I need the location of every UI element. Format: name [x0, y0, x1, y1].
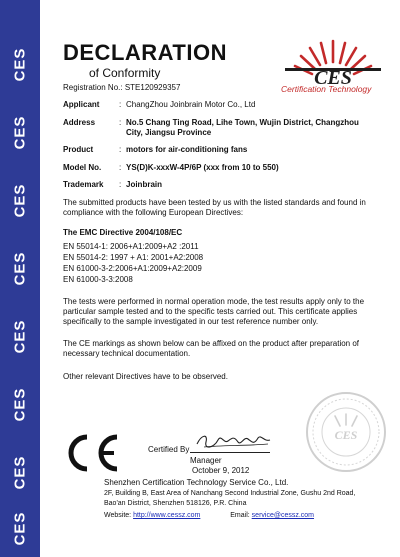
- standard-item: EN 55014-2: 1997 + A1: 2001+A2:2008: [63, 253, 204, 262]
- issuer-contact: [104, 512, 314, 519]
- logo-caption: Certification Technology: [281, 84, 372, 94]
- field-value: motors for air-conditioning fans: [126, 145, 248, 154]
- band-ces-label: CES: [11, 115, 29, 149]
- band-ces-label: CES: [11, 47, 29, 81]
- logo-mark-text: CES: [314, 67, 352, 89]
- left-brand-band: [0, 0, 40, 557]
- website-link[interactable]: http://www.cessz.com: [133, 512, 201, 519]
- standard-item: EN 61000-3-3:2008: [63, 275, 133, 284]
- intro-paragraph: The submitted products have been tested by us with the listed standards and found in compliance with the following European Directives:: [63, 198, 366, 217]
- field-label: Applicant: [63, 100, 100, 109]
- signature-line: [190, 452, 270, 453]
- ce-mark: [62, 432, 122, 474]
- tests-paragraph: The tests were performed in normal operation mode, the test results apply only to the particular sample tested and to the specific tests carried out. This certificate applies specifically to the sample investigated in our test reference number only.: [63, 297, 365, 326]
- signatory-role: Manager: [190, 456, 222, 465]
- issuer-company: Shenzhen Certification Technology Service Co., Ltd.: [104, 478, 289, 487]
- seal-mark-text: CES: [334, 428, 358, 442]
- field-value: Joinbrain: [126, 180, 163, 189]
- document-subtitle: of Conformity: [89, 66, 161, 80]
- ce-marking-paragraph: The CE markings as shown below can be affixed on the product after preparation of necessary technical documentation.: [63, 339, 360, 358]
- field-label: Product: [63, 145, 94, 154]
- field-label: Model No.: [63, 163, 102, 172]
- field-applicant: Applicant : ChangZhou Joinbrain Motor Co., Ltd: [63, 100, 383, 112]
- field-trademark: Trademark : Joinbrain: [63, 180, 383, 192]
- certified-by-label: Certified By: [148, 445, 190, 454]
- website-label: Website:: [104, 512, 132, 519]
- issuer-address-line1: 2F, Building B, East Area of Nanchang Second Industrial Zone, Gushu 2nd Road,: [104, 490, 356, 497]
- field-value: ChangZhou Joinbrain Motor Co., Ltd: [126, 100, 256, 109]
- registration-label: Registration No.:: [63, 83, 123, 92]
- band-ces-label: CES: [11, 387, 29, 421]
- issuer-address-line2: Bao'an District, Shenzhen 518126, P.R. China: [104, 500, 247, 507]
- field-label: Trademark: [63, 180, 104, 189]
- band-ces-label: CES: [11, 455, 29, 489]
- email-label: Email:: [230, 512, 250, 519]
- email-link[interactable]: service@cessz.com: [251, 512, 315, 519]
- field-value: No.5 Chang Ting Road, Lihe Town, Wujin District, Changzhou City, Jiangsu Province: [126, 118, 359, 137]
- issue-date: October 9, 2012: [192, 466, 250, 475]
- field-value: YS(D)K-xxxW-4P/6P (xxx from 10 to 550): [126, 163, 279, 172]
- ces-seal-stamp: [305, 391, 387, 473]
- registration-value: STE120929357: [124, 83, 181, 92]
- handwritten-signature: [194, 430, 274, 452]
- band-ces-label: CES: [11, 511, 29, 545]
- standard-item: EN 61000-3-2:2006+A1:2009+A2:2009: [63, 264, 202, 273]
- field-product: Product : motors for air-conditioning fans: [63, 145, 383, 157]
- standard-item: EN 55014-1: 2006+A1:2009+A2 :2011: [63, 242, 199, 251]
- field-model-no: Model No. : YS(D)K-xxxW-4P/6P (xxx from 10 to 550): [63, 163, 383, 175]
- document-title: DECLARATION: [63, 40, 227, 65]
- band-ces-label: CES: [11, 251, 29, 285]
- directive-heading: The EMC Directive 2004/108/EC: [63, 228, 183, 237]
- band-ces-label: CES: [11, 183, 29, 217]
- field-address: Address : No.5 Chang Ting Road, Lihe Town, Wujin District, Changzhou City, Jiangsu Province: [63, 118, 383, 142]
- registration-number: [63, 83, 180, 92]
- band-ces-label: CES: [11, 319, 29, 353]
- field-label: Address: [63, 118, 96, 127]
- other-directives-paragraph: Other relevant Directives have to be observed.: [63, 372, 228, 381]
